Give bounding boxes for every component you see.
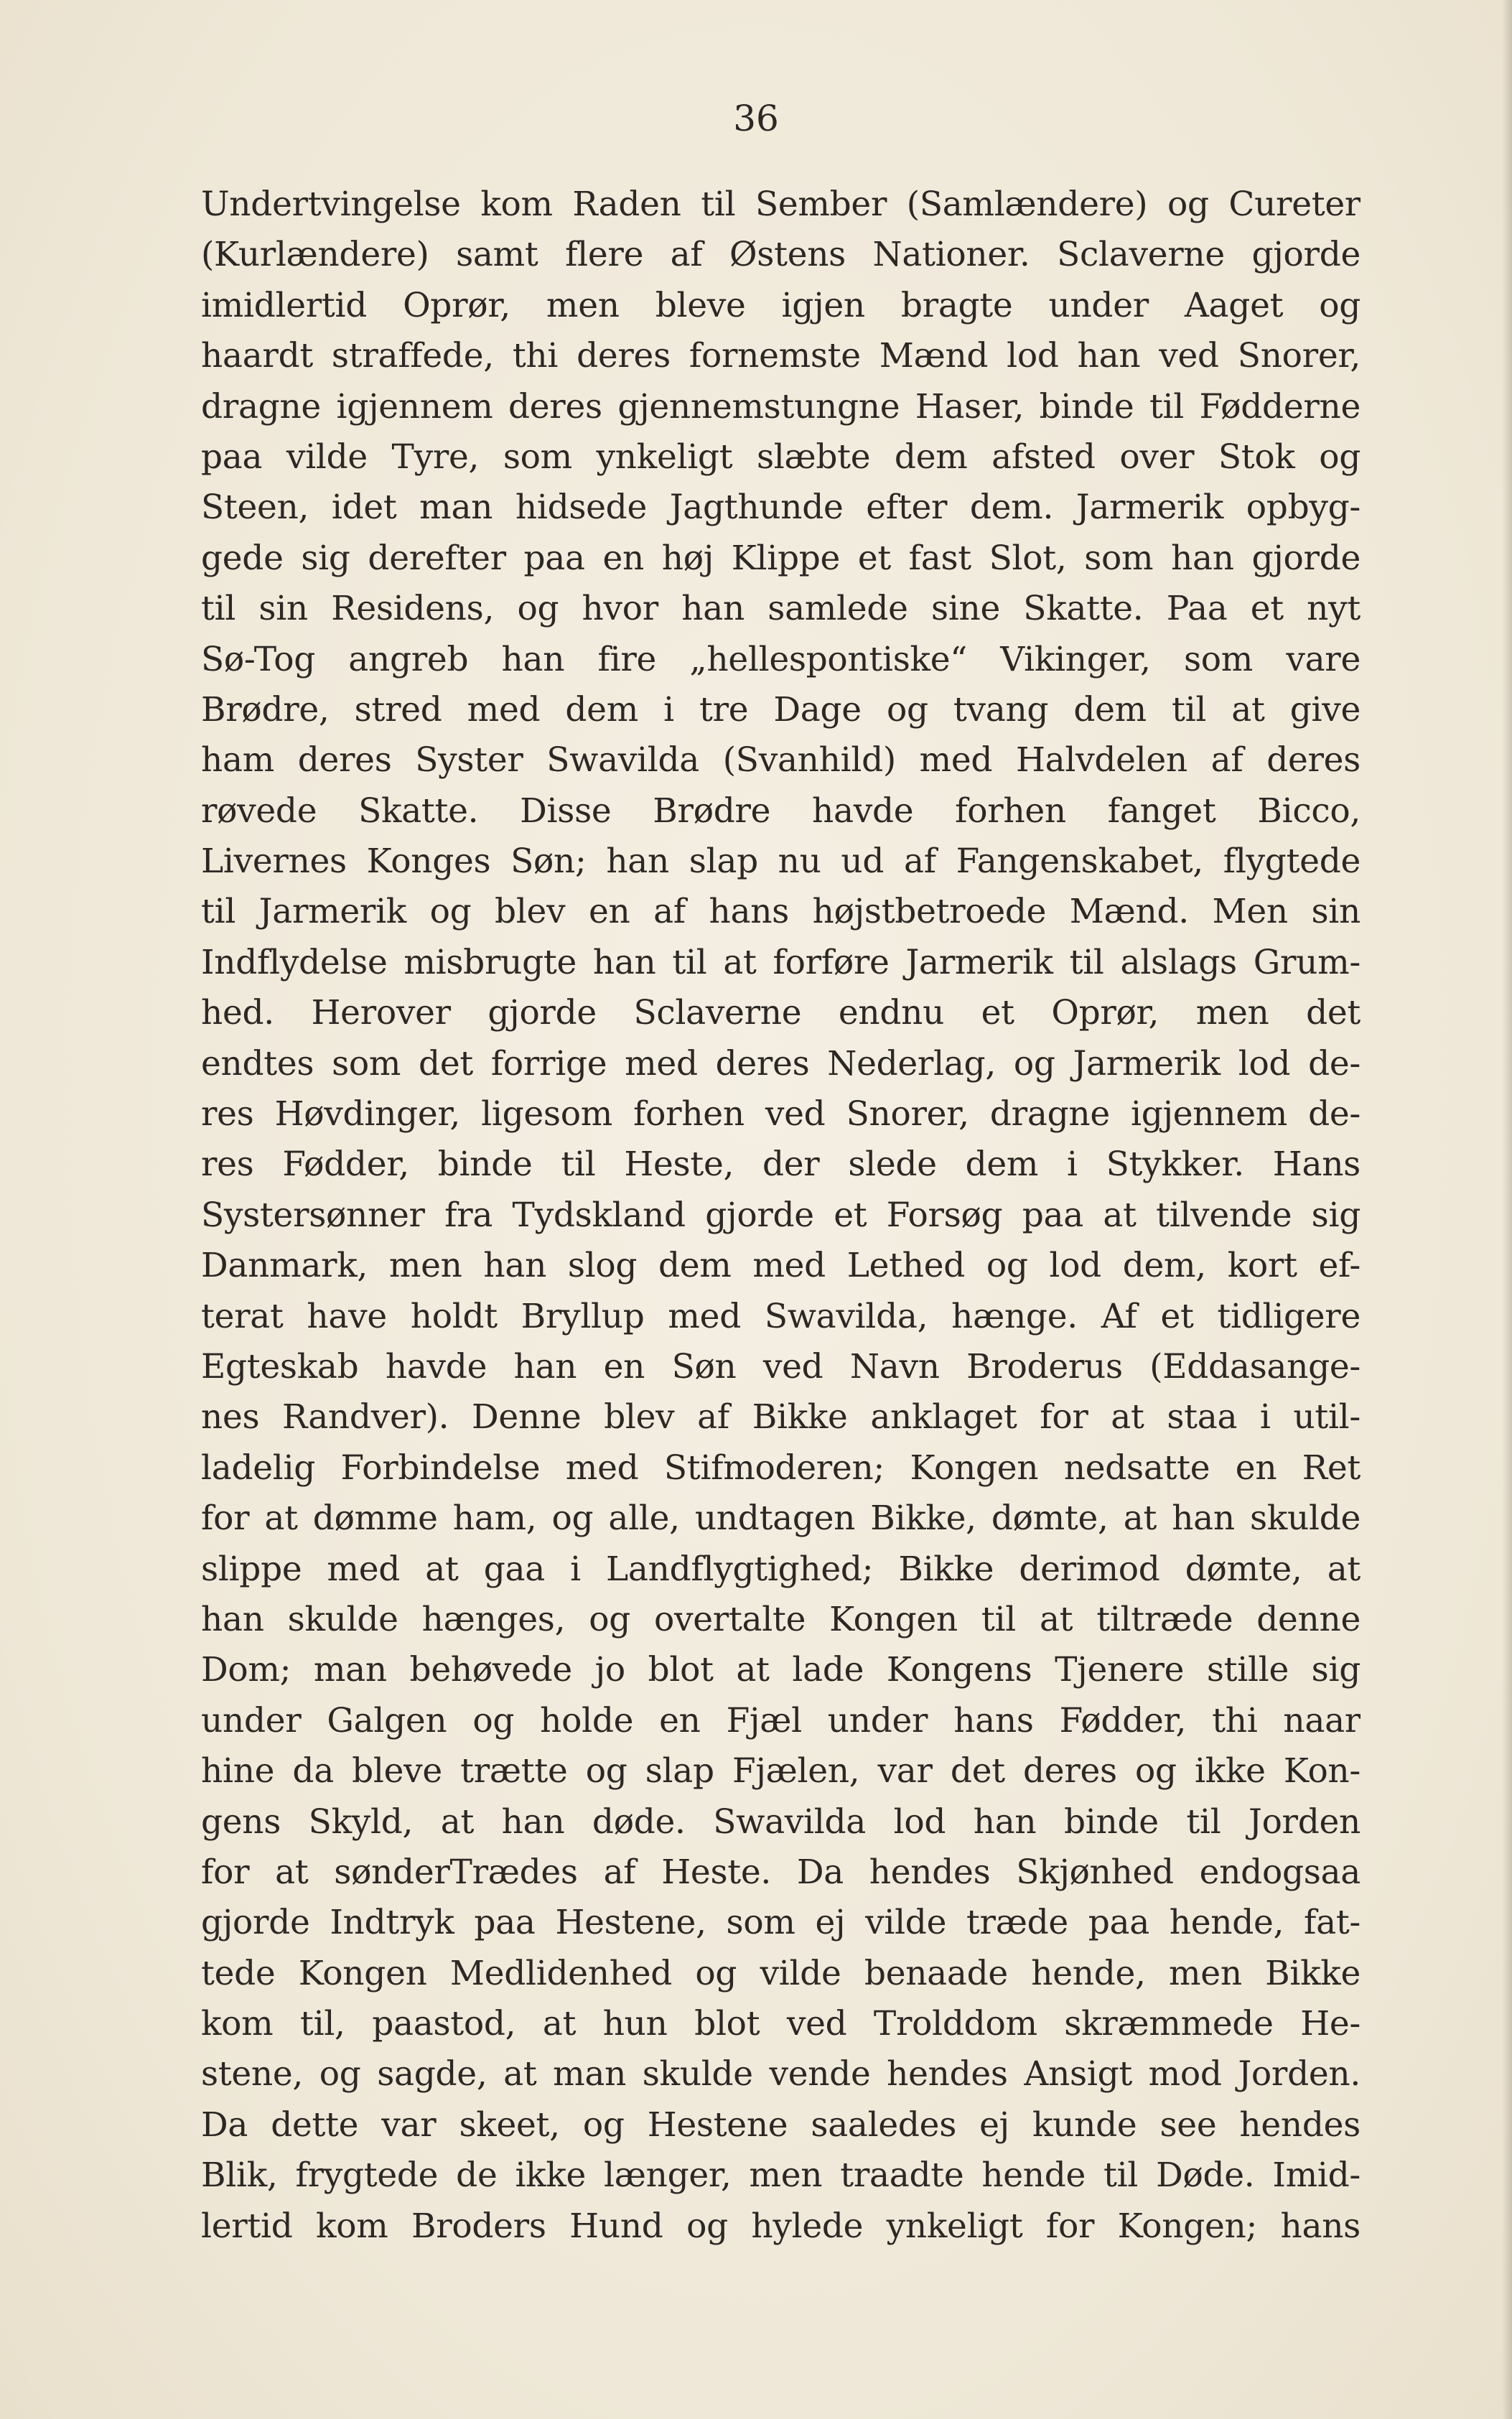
text-line: gens Skyld, at han døde. Swavilda lod han binde til Jorden bbox=[201, 1802, 1361, 1842]
text-line: Dom; man behøvede jo blot at lade Kongens Tjenere stille sig bbox=[201, 1650, 1361, 1690]
text-line: ham deres Syster Swavilda (Svanhild) med Halvdelen af deres bbox=[201, 740, 1361, 780]
text-line: Blik, frygtede de ikke længer, men traadte hende til Døde. Imid- bbox=[201, 2155, 1361, 2196]
text-line: Brødre, stred med dem i tre Dage og tvang dem til at give bbox=[201, 689, 1361, 730]
page-edge-shadow bbox=[1502, 0, 1512, 2419]
text-line: for at sønderTrædes af Heste. Da hendes Skjønhed endogsaa bbox=[201, 1852, 1361, 1892]
text-line: Danmark, men han slog dem med Lethed og lod dem, kort ef- bbox=[201, 1246, 1361, 1286]
text-line: terat have holdt Bryllup med Swavilda, hænge. Af et tidligere bbox=[201, 1296, 1361, 1336]
text-line: ladelig Forbindelse med Stifmoderen; Kongen nedsatte en Ret bbox=[201, 1448, 1361, 1488]
text-line: dragne igjennem deres gjennemstungne Haser, binde til Fødderne bbox=[201, 386, 1361, 427]
text-line: han skulde hænges, og overtalte Kongen til at tiltræde denne bbox=[201, 1599, 1361, 1639]
text-line: røvede Skatte. Disse Brødre havde forhen fanget Bicco, bbox=[201, 791, 1361, 831]
text-line: Sø-Tog angreb han fire „hellespontiske“ Vikinger, som vare bbox=[201, 639, 1361, 679]
text-line: nes Randver). Denne blev af Bikke anklaget for at staa i util- bbox=[201, 1397, 1361, 1437]
text-line: gede sig derefter paa en høj Klippe et fast Slot, som han gjorde bbox=[201, 538, 1361, 578]
text-line: stene, og sagde, at man skulde vende hendes Ansigt mod Jorden. bbox=[201, 2054, 1361, 2094]
text-line: Indflydelse misbrugte han til at forføre Jarmerik til alslags Grum- bbox=[201, 942, 1361, 982]
text-line: (Kurlændere) samt flere af Østens Nationer. Sclaverne gjorde bbox=[201, 235, 1361, 275]
text-line: for at dømme ham, og alle, undtagen Bikke, dømte, at han skulde bbox=[201, 1499, 1361, 1539]
text-line: hed. Herover gjorde Sclaverne endnu et Oprør, men det bbox=[201, 993, 1361, 1033]
text-line: Steen, idet man hidsede Jagthunde efter dem. Jarmerik opbyg- bbox=[201, 488, 1361, 528]
text-line: hine da bleve trætte og slap Fjælen, var det deres og ikke Kon- bbox=[201, 1751, 1361, 1791]
text-line: Livernes Konges Søn; han slap nu ud af Fangenskabet, flygtede bbox=[201, 842, 1361, 882]
text-line: Da dette var skeet, og Hestene saaledes ej kunde see hendes bbox=[201, 2105, 1361, 2145]
text-line: paa vilde Tyre, som ynkeligt slæbte dem afsted over Stok og bbox=[201, 437, 1361, 477]
text-line: Egteskab havde han en Søn ved Navn Broderus (Eddasange- bbox=[201, 1346, 1361, 1386]
text-line: res Høvdinger, ligesom forhen ved Snorer, dragne igjennem de- bbox=[201, 1094, 1361, 1134]
text-line: under Galgen og holde en Fjæl under hans Fødder, thi naar bbox=[201, 1700, 1361, 1740]
text-line: kom til, paastod, at hun blot ved Trolddom skræmmede He- bbox=[201, 2004, 1361, 2044]
text-line: tede Kongen Medlidenhed og vilde benaade hende, men Bikke bbox=[201, 1953, 1361, 1993]
text-line: slippe med at gaa i Landflygtighed; Bikke derimod dømte, at bbox=[201, 1549, 1361, 1589]
text-line: imidlertid Oprør, men bleve igjen bragte under Aaget og bbox=[201, 285, 1361, 325]
page-number: 36 bbox=[733, 98, 779, 139]
text-line: endtes som det forrige med deres Nederlag, og Jarmerik lod de- bbox=[201, 1043, 1361, 1083]
text-line: til sin Residens, og hvor han samlede sine Skatte. Paa et nyt bbox=[201, 589, 1361, 629]
text-line: res Fødder, binde til Heste, der slede dem i Stykker. Hans bbox=[201, 1145, 1361, 1185]
text-line: gjorde Indtryk paa Hestene, som ej vilde træde paa hende, fat- bbox=[201, 1903, 1361, 1943]
text-line: Undertvingelse kom Raden til Sember (Samlændere) og Cureter bbox=[201, 185, 1361, 224]
text-line: lertid kom Broders Hund og hylede ynkeligt for Kongen; hans bbox=[201, 2206, 1361, 2246]
text-line: Systersønner fra Tydskland gjorde et Forsøg paa at tilvende sig bbox=[201, 1195, 1361, 1235]
text-line: haardt straffede, thi deres fornemste Mænd lod han ved Snorer, bbox=[201, 336, 1361, 376]
text-line: til Jarmerik og blev en af hans højstbetroede Mænd. Men sin bbox=[201, 892, 1361, 932]
body-text bbox=[201, 180, 1361, 2252]
